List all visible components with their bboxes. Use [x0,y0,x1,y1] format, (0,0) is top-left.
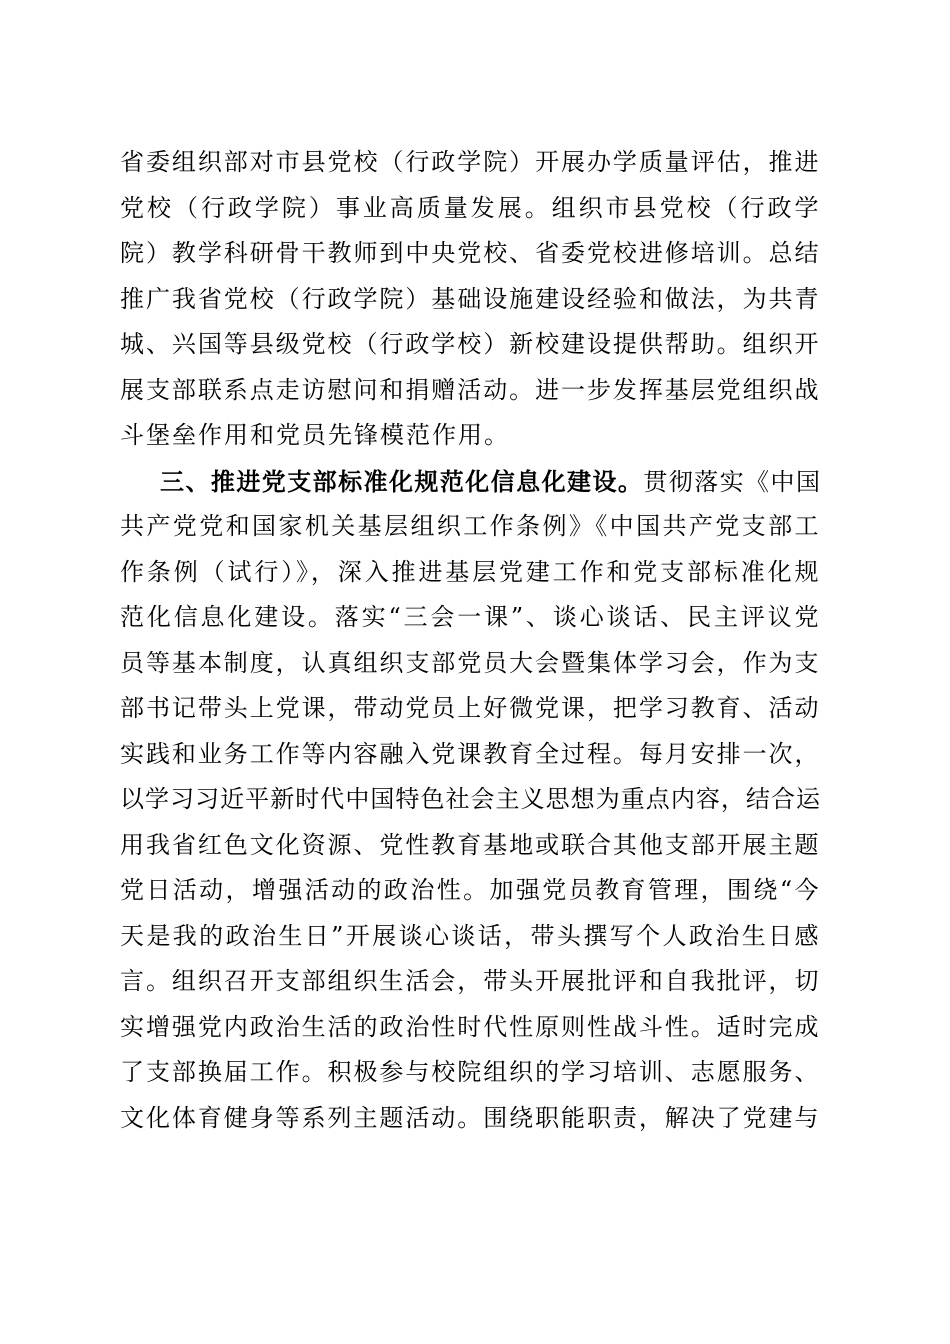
document-body [120,140,820,1141]
text-line: 员等基本制度，认真组织支部党员大会暨集体学习会，作为支 [120,648,820,677]
text-line: 言。组织召开支部组织生活会，带头开展批评和自我批评，切 [120,967,820,995]
text-line: 共产党党和国家机关基层组织工作条例》《中国共产党支部工 [120,512,820,540]
text-line-with-heading [120,459,820,505]
paragraph-2 [120,459,820,1142]
text-line: 部书记带头上党课，带动党员上好微党课，把学习教育、活动 [120,694,820,722]
text-line: 党日活动，增强活动的政治性。加强党员教育管理，围绕“今 [120,876,820,904]
text-line: 斗堡垒作用和党员先锋模范作用。 [120,421,510,449]
text-line: 推广我省党校（行政学院）基础设施建设经验和做法，为共青 [120,284,820,313]
text-line: 党校（行政学院）事业高质量发展。组织市县党校（行政学 [120,193,820,222]
text-line: 省委组织部对市县党校（行政学院）开展办学质量评估，推进 [120,148,820,176]
text-line: 展支部联系点走访慰问和捐赠活动。进一步发挥基层党组织战 [120,375,820,404]
text-line: 文化体育健身等系列主题活动。围绕职能职责，解决了党建与 [120,1103,820,1132]
text-line: 范化信息化建设。落实“三会一课”、谈心谈话、民主评议党 [120,603,820,631]
text-line: 城、兴国等县级党校（行政学校）新校建设提供帮助。组织开 [120,330,820,358]
text-line: 实践和业务工作等内容融入党课教育全过程。每月安排一次， [120,739,820,768]
text-line: 了支部换届工作。积极参与校院组织的学习培训、志愿服务、 [120,1058,820,1086]
section-heading: 三、推进党支部标准化规范化信息化建设。 [160,466,644,496]
text-line: 作条例（试行）》，深入推进基层党建工作和党支部标准化规 [120,557,820,586]
text-line: 以学习习近平新时代中国特色社会主义思想为重点内容，结合运 [120,785,820,813]
text-run: 贯彻落实《中国 [643,467,820,496]
text-line: 天是我的政治生日”开展谈心谈话，带头撰写个人政治生日感 [120,921,820,950]
paragraph-1 [120,140,820,459]
text-line: 实增强党内政治生活的政治性时代性原则性战斗性。适时完成 [120,1012,820,1041]
text-line: 用我省红色文化资源、党性教育基地或联合其他支部开展主题 [120,830,820,859]
text-line: 院）教学科研骨干教师到中央党校、省委党校进修培训。总结 [120,239,820,267]
